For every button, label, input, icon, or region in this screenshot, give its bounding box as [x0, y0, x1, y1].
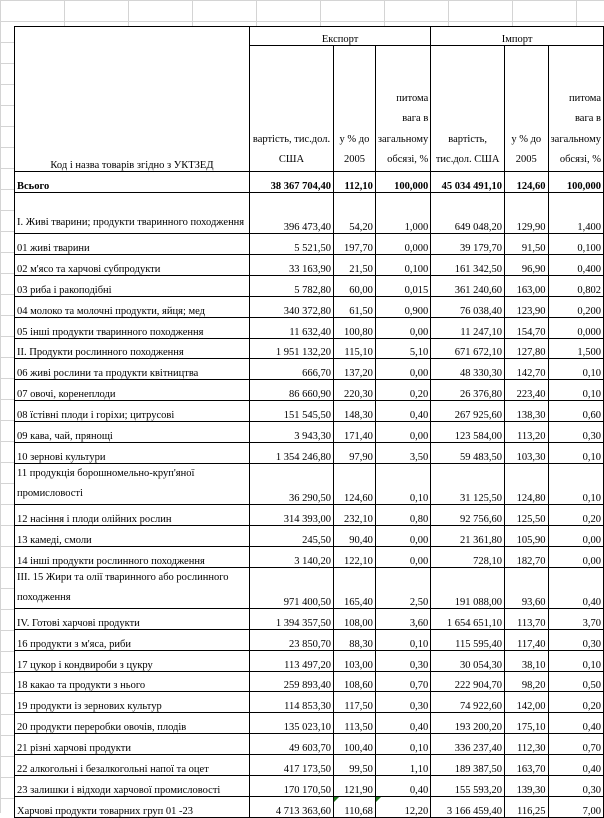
export-pct-cell[interactable]: 108,60	[334, 671, 376, 692]
export-share-cell[interactable]: 0,30	[375, 650, 430, 671]
row-name-cell[interactable]: 23 залишки і відходи харчової промисловості	[15, 776, 250, 797]
export-pct-cell[interactable]: 108,00	[334, 608, 376, 629]
export-pct-cell[interactable]: 110,68	[334, 796, 376, 817]
row-name-cell[interactable]: 06 живі рослини та продукти квітництва	[15, 359, 250, 380]
table-row	[15, 567, 604, 608]
row-name-cell[interactable]: 20 продукти переробки овочів, плодів	[15, 713, 250, 734]
import-share-cell[interactable]: 0,50	[548, 671, 603, 692]
import-value-cell[interactable]: 31 125,50	[431, 463, 505, 504]
row-name-cell[interactable]: 02 м'ясо та харчові субпродукти	[15, 254, 250, 275]
import-value-cell[interactable]: 1 654 651,10	[431, 608, 505, 629]
table-row	[15, 734, 604, 755]
import-value-cell[interactable]: 74 922,60	[431, 692, 505, 713]
import-value-cell[interactable]: 222 904,70	[431, 671, 505, 692]
export-value-cell[interactable]: 245,50	[249, 525, 333, 546]
export-share-cell[interactable]: 0,30	[375, 692, 430, 713]
row-name-cell[interactable]: 11 продукція борошномельно-круп'яної промисловості	[15, 463, 250, 504]
row-name-cell[interactable]: IV. Готові харчові продукти	[15, 608, 250, 629]
import-value-cell[interactable]: 26 376,80	[431, 380, 505, 401]
import-value-cell[interactable]: 361 240,60	[431, 275, 505, 296]
import-pct-cell[interactable]: 38,10	[505, 650, 549, 671]
import-pct-cell[interactable]: 113,70	[505, 608, 549, 629]
import-value-cell[interactable]: 48 330,30	[431, 359, 505, 380]
name-column-header[interactable]	[15, 27, 250, 172]
import-share-cell[interactable]: 0,40	[548, 755, 603, 776]
import-pct-cell[interactable]: 116,25	[505, 796, 549, 817]
export-share-cell[interactable]: 0,70	[375, 671, 430, 692]
import-share-cell[interactable]: 0,40	[548, 567, 603, 608]
import-share-cell[interactable]: 0,10	[548, 380, 603, 401]
export-value-cell[interactable]: 417 173,50	[249, 755, 333, 776]
table-row	[15, 275, 604, 296]
import-value-cell[interactable]: 161 342,50	[431, 254, 505, 275]
table-row	[15, 422, 604, 443]
table-row	[15, 505, 604, 526]
export-share-cell[interactable]: 0,10	[375, 629, 430, 650]
import-share-cell[interactable]: 7,00	[548, 796, 603, 817]
import-pct-cell[interactable]: 117,40	[505, 629, 549, 650]
table-row	[15, 463, 604, 504]
import-pct-header[interactable]: у % до 2005	[505, 46, 549, 172]
import-pct-cell[interactable]: 125,50	[505, 505, 549, 526]
export-share-cell[interactable]: 3,60	[375, 608, 430, 629]
import-pct-cell[interactable]: 139,30	[505, 776, 549, 797]
export-value-cell[interactable]: 151 545,50	[249, 401, 333, 422]
table-row	[15, 546, 604, 567]
import-share-cell[interactable]: 0,100	[548, 234, 603, 255]
import-pct-cell[interactable]: 154,70	[505, 317, 549, 338]
import-share-cell[interactable]: 100,000	[548, 172, 603, 193]
table-row	[15, 442, 604, 463]
export-pct-cell[interactable]: 148,30	[334, 401, 376, 422]
table-row	[15, 380, 604, 401]
import-share-cell[interactable]: 0,10	[548, 650, 603, 671]
export-share-cell[interactable]: 0,20	[375, 380, 430, 401]
import-share-cell[interactable]: 0,60	[548, 401, 603, 422]
import-share-cell[interactable]: 0,10	[548, 463, 603, 504]
export-pct-cell[interactable]: 21,50	[334, 254, 376, 275]
export-pct-header[interactable]: у % до 2005	[334, 46, 376, 172]
row-name-cell[interactable]: 09 кава, чай, прянощі	[15, 422, 250, 443]
row-name-cell[interactable]: 19 продукти із зернових культур	[15, 692, 250, 713]
import-pct-cell[interactable]: 124,80	[505, 463, 549, 504]
import-share-cell[interactable]: 0,70	[548, 734, 603, 755]
import-value-header[interactable]: вартість, тис.дол. США	[431, 46, 505, 172]
export-pct-cell[interactable]: 121,90	[334, 776, 376, 797]
table-row	[15, 755, 604, 776]
import-share-cell[interactable]: 1,500	[548, 338, 603, 359]
import-value-cell[interactable]: 45 034 491,10	[431, 172, 505, 193]
import-value-cell[interactable]: 21 361,80	[431, 525, 505, 546]
table-row	[15, 629, 604, 650]
table-row	[15, 608, 604, 629]
import-pct-cell[interactable]: 129,90	[505, 192, 549, 233]
row-name-cell[interactable]: 03 риба і ракоподібні	[15, 275, 250, 296]
import-share-cell[interactable]: 0,30	[548, 422, 603, 443]
export-pct-cell[interactable]: 165,40	[334, 567, 376, 608]
export-share-cell[interactable]: 12,20	[375, 796, 430, 817]
export-pct-cell[interactable]: 100,80	[334, 317, 376, 338]
table-row	[15, 317, 604, 338]
import-group-header[interactable]: Імпорт	[431, 27, 604, 46]
row-name-cell[interactable]: 10 зернові культури	[15, 442, 250, 463]
import-pct-cell[interactable]: 223,40	[505, 380, 549, 401]
export-value-cell[interactable]: 1 951 132,20	[249, 338, 333, 359]
export-value-cell[interactable]: 5 782,80	[249, 275, 333, 296]
export-value-cell[interactable]: 33 163,90	[249, 254, 333, 275]
row-name-cell[interactable]: 12 насіння і плоди олійних рослин	[15, 505, 250, 526]
import-share-cell[interactable]: 0,00	[548, 546, 603, 567]
row-name-cell[interactable]: 07 овочі, коренеплоди	[15, 380, 250, 401]
import-value-cell[interactable]: 92 756,60	[431, 505, 505, 526]
export-value-cell[interactable]: 971 400,50	[249, 567, 333, 608]
export-share-cell[interactable]: 2,50	[375, 567, 430, 608]
row-name-cell[interactable]: 05 інші продукти тваринного походження	[15, 317, 250, 338]
export-pct-cell[interactable]: 90,40	[334, 525, 376, 546]
row-name-cell[interactable]: 08 їстівні плоди і горіхи; цитрусові	[15, 401, 250, 422]
total-row	[15, 172, 604, 193]
export-value-cell[interactable]: 38 367 704,40	[249, 172, 333, 193]
row-name-cell[interactable]: Всього	[15, 172, 250, 193]
row-name-cell[interactable]: III. 15 Жири та олії тваринного або рослинного походження	[15, 567, 250, 608]
export-value-cell[interactable]: 11 632,40	[249, 317, 333, 338]
table-row	[15, 776, 604, 797]
import-value-cell[interactable]: 671 672,10	[431, 338, 505, 359]
import-pct-cell[interactable]: 113,20	[505, 422, 549, 443]
export-share-cell[interactable]: 0,80	[375, 505, 430, 526]
export-value-cell[interactable]: 135 023,10	[249, 713, 333, 734]
export-value-cell[interactable]: 86 660,90	[249, 380, 333, 401]
import-pct-cell[interactable]: 96,90	[505, 254, 549, 275]
table-row	[15, 713, 604, 734]
table-row	[15, 692, 604, 713]
row-name-cell[interactable]: Харчові продукти товарних груп 01 -23	[15, 796, 250, 817]
export-share-cell[interactable]: 3,50	[375, 442, 430, 463]
import-share-cell[interactable]: 0,10	[548, 359, 603, 380]
export-pct-cell[interactable]: 88,30	[334, 629, 376, 650]
export-value-cell[interactable]: 36 290,50	[249, 463, 333, 504]
import-pct-cell[interactable]: 112,30	[505, 734, 549, 755]
import-pct-cell[interactable]: 175,10	[505, 713, 549, 734]
export-value-header[interactable]: вартість, тис.дол. США	[249, 46, 333, 172]
import-pct-cell[interactable]: 163,70	[505, 755, 549, 776]
import-pct-cell[interactable]: 93,60	[505, 567, 549, 608]
import-value-cell[interactable]: 189 387,50	[431, 755, 505, 776]
import-share-cell[interactable]: 0,10	[548, 442, 603, 463]
table-row	[15, 671, 604, 692]
import-share-cell[interactable]: 1,400	[548, 192, 603, 233]
import-pct-cell[interactable]: 142,00	[505, 692, 549, 713]
export-value-cell[interactable]: 4 713 363,60	[249, 796, 333, 817]
import-value-cell[interactable]: 3 166 459,40	[431, 796, 505, 817]
export-pct-cell[interactable]: 137,20	[334, 359, 376, 380]
table-row	[15, 401, 604, 422]
import-value-cell[interactable]: 155 593,20	[431, 776, 505, 797]
export-value-cell[interactable]: 396 473,40	[249, 192, 333, 233]
import-value-cell[interactable]: 115 595,40	[431, 629, 505, 650]
export-pct-cell[interactable]: 97,90	[334, 442, 376, 463]
export-share-cell[interactable]: 0,015	[375, 275, 430, 296]
export-value-cell[interactable]: 259 893,40	[249, 671, 333, 692]
export-pct-cell[interactable]: 117,50	[334, 692, 376, 713]
import-share-cell[interactable]: 0,200	[548, 296, 603, 317]
row-name-cell[interactable]: 14 інші продукти рослинного походження	[15, 546, 250, 567]
export-value-cell[interactable]: 340 372,80	[249, 296, 333, 317]
table-row	[15, 796, 604, 817]
export-value-cell[interactable]: 3 943,30	[249, 422, 333, 443]
import-value-cell[interactable]: 30 054,30	[431, 650, 505, 671]
table-row	[15, 234, 604, 255]
import-pct-cell[interactable]: 182,70	[505, 546, 549, 567]
import-share-cell[interactable]: 0,30	[548, 776, 603, 797]
name-column-header-label: Код і назва товарів згідно з УКТЗЕД	[50, 160, 214, 171]
import-pct-cell[interactable]: 98,20	[505, 671, 549, 692]
row-name-cell[interactable]: 16 продукти з м'яса, риби	[15, 629, 250, 650]
export-value-cell[interactable]: 1 394 357,50	[249, 608, 333, 629]
export-pct-cell[interactable]: 113,50	[334, 713, 376, 734]
export-share-cell[interactable]: 0,00	[375, 317, 430, 338]
export-share-cell[interactable]: 0,40	[375, 401, 430, 422]
row-name-cell[interactable]: I. Живі тварини; продукти тваринного походження	[15, 192, 250, 233]
import-value-cell[interactable]: 193 200,20	[431, 713, 505, 734]
export-value-cell[interactable]: 1 354 246,80	[249, 442, 333, 463]
import-share-cell[interactable]: 0,20	[548, 505, 603, 526]
export-share-cell[interactable]: 0,00	[375, 525, 430, 546]
export-pct-cell[interactable]: 54,20	[334, 192, 376, 233]
table-row	[15, 359, 604, 380]
trade-table	[14, 26, 604, 818]
export-pct-cell[interactable]: 124,60	[334, 463, 376, 504]
export-share-cell[interactable]: 5,10	[375, 338, 430, 359]
export-pct-cell[interactable]: 61,50	[334, 296, 376, 317]
table-row	[15, 338, 604, 359]
export-pct-cell[interactable]: 220,30	[334, 380, 376, 401]
import-value-cell[interactable]: 123 584,00	[431, 422, 505, 443]
export-share-cell[interactable]: 0,00	[375, 546, 430, 567]
import-share-cell[interactable]: 0,20	[548, 692, 603, 713]
import-share-cell[interactable]: 0,802	[548, 275, 603, 296]
import-share-cell[interactable]: 0,00	[548, 525, 603, 546]
row-name-cell[interactable]: 18 какао та продукти з нього	[15, 671, 250, 692]
export-pct-cell[interactable]: 99,50	[334, 755, 376, 776]
import-pct-cell[interactable]: 142,70	[505, 359, 549, 380]
export-share-cell[interactable]: 0,100	[375, 254, 430, 275]
export-pct-cell[interactable]: 103,00	[334, 650, 376, 671]
export-share-cell[interactable]: 0,000	[375, 234, 430, 255]
export-share-cell[interactable]: 0,40	[375, 776, 430, 797]
row-name-cell[interactable]: 22 алкогольні і безалкогольні напої та оцет	[15, 755, 250, 776]
export-share-cell[interactable]: 0,10	[375, 463, 430, 504]
import-pct-cell[interactable]: 123,90	[505, 296, 549, 317]
import-value-cell[interactable]: 336 237,40	[431, 734, 505, 755]
export-value-cell[interactable]: 170 170,50	[249, 776, 333, 797]
export-value-cell[interactable]: 23 850,70	[249, 629, 333, 650]
row-name-cell[interactable]: 13 камеді, смоли	[15, 525, 250, 546]
import-share-cell[interactable]: 3,70	[548, 608, 603, 629]
row-name-cell[interactable]: 17 цукор і кондвироби з цукру	[15, 650, 250, 671]
export-value-cell[interactable]: 114 853,30	[249, 692, 333, 713]
export-pct-cell[interactable]: 197,70	[334, 234, 376, 255]
export-value-cell[interactable]: 3 140,20	[249, 546, 333, 567]
export-pct-cell[interactable]: 232,10	[334, 505, 376, 526]
row-name-cell[interactable]: II. Продукти рослинного походження	[15, 338, 250, 359]
export-pct-cell[interactable]: 60,00	[334, 275, 376, 296]
export-pct-cell[interactable]: 100,40	[334, 734, 376, 755]
row-name-cell[interactable]: 21 різні харчові продукти	[15, 734, 250, 755]
import-pct-cell[interactable]: 138,30	[505, 401, 549, 422]
export-value-cell[interactable]: 49 603,70	[249, 734, 333, 755]
row-name-cell[interactable]: 04 молоко та молочні продукти, яйця; мед	[15, 296, 250, 317]
import-share-cell[interactable]: 0,000	[548, 317, 603, 338]
import-value-cell[interactable]: 649 048,20	[431, 192, 505, 233]
export-value-cell[interactable]: 314 393,00	[249, 505, 333, 526]
import-share-cell[interactable]: 0,30	[548, 629, 603, 650]
export-pct-cell[interactable]: 171,40	[334, 422, 376, 443]
import-share-cell[interactable]: 0,400	[548, 254, 603, 275]
import-value-cell[interactable]: 76 038,40	[431, 296, 505, 317]
import-pct-cell[interactable]: 91,50	[505, 234, 549, 255]
import-value-cell[interactable]: 11 247,10	[431, 317, 505, 338]
import-pct-cell[interactable]: 124,60	[505, 172, 549, 193]
export-value-cell[interactable]: 113 497,20	[249, 650, 333, 671]
export-share-cell[interactable]: 0,40	[375, 713, 430, 734]
export-share-cell[interactable]: 1,000	[375, 192, 430, 233]
export-value-cell[interactable]: 5 521,50	[249, 234, 333, 255]
export-share-cell[interactable]: 0,900	[375, 296, 430, 317]
import-pct-cell[interactable]: 103,30	[505, 442, 549, 463]
export-share-cell[interactable]: 0,10	[375, 734, 430, 755]
import-value-cell[interactable]: 59 483,50	[431, 442, 505, 463]
import-value-cell[interactable]: 39 179,70	[431, 234, 505, 255]
export-value-cell[interactable]: 666,70	[249, 359, 333, 380]
export-pct-cell[interactable]: 122,10	[334, 546, 376, 567]
header-group-row	[15, 27, 604, 46]
import-pct-cell[interactable]: 163,00	[505, 275, 549, 296]
export-share-cell[interactable]: 100,000	[375, 172, 430, 193]
export-group-header[interactable]: Експорт	[249, 27, 430, 46]
import-value-cell[interactable]: 191 088,00	[431, 567, 505, 608]
import-share-cell[interactable]: 0,40	[548, 713, 603, 734]
import-value-cell[interactable]: 267 925,60	[431, 401, 505, 422]
export-share-header[interactable]: питома вага в загальному обсязі, %	[375, 46, 430, 172]
import-value-cell[interactable]: 728,10	[431, 546, 505, 567]
export-share-cell[interactable]: 0,00	[375, 359, 430, 380]
table-row	[15, 296, 604, 317]
table-row	[15, 254, 604, 275]
table-row	[15, 650, 604, 671]
export-pct-cell[interactable]: 112,10	[334, 172, 376, 193]
row-name-cell[interactable]: 01 живі тварини	[15, 234, 250, 255]
export-pct-cell[interactable]: 115,10	[334, 338, 376, 359]
import-pct-cell[interactable]: 127,80	[505, 338, 549, 359]
export-share-cell[interactable]: 1,10	[375, 755, 430, 776]
import-share-header[interactable]: питома вага в загальному обсязі, %	[548, 46, 603, 172]
table-row	[15, 192, 604, 233]
table-row	[15, 525, 604, 546]
export-share-cell[interactable]: 0,00	[375, 422, 430, 443]
import-pct-cell[interactable]: 105,90	[505, 525, 549, 546]
